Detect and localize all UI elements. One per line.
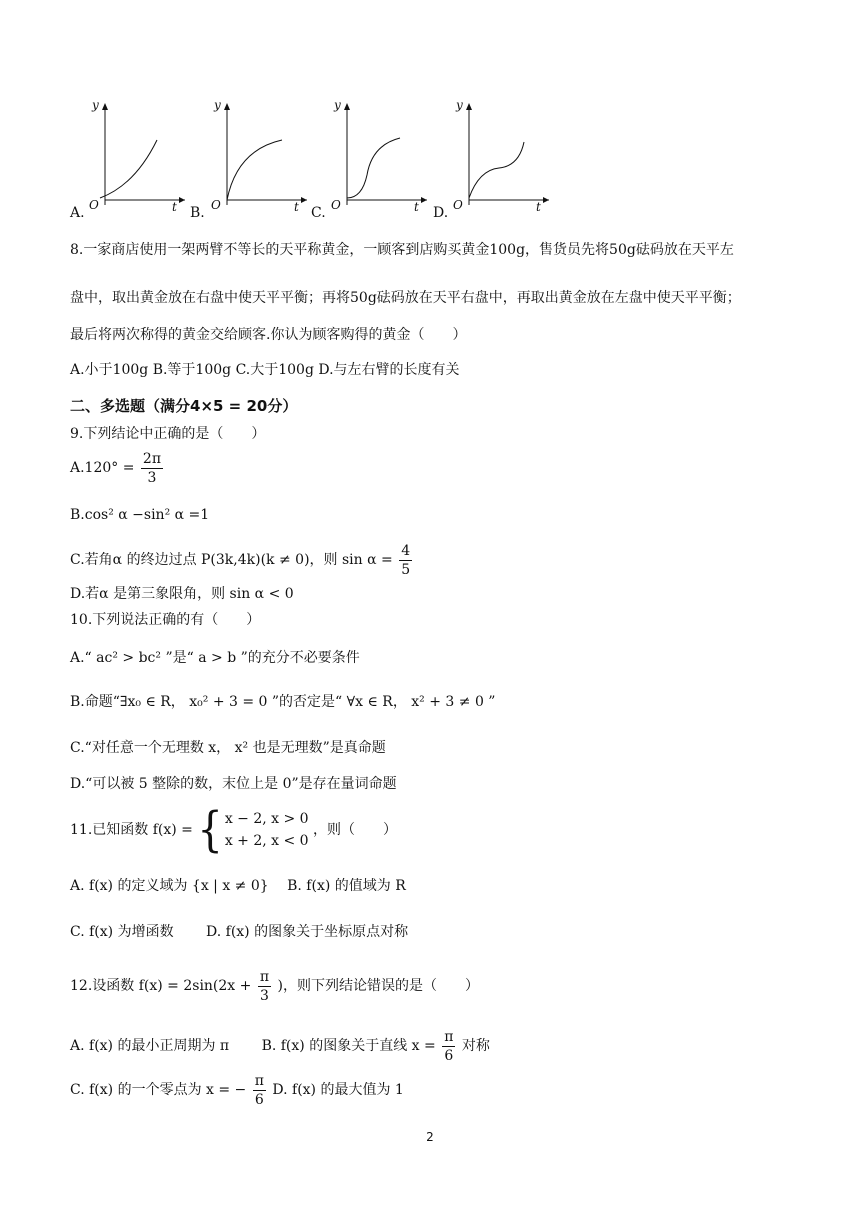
q12-stem-prefix: 12.设函数 f(x) = 2sin(2x + (70, 978, 252, 994)
q9-option-c (70, 540, 414, 580)
graph-a-y-label: y (92, 98, 99, 112)
q9-c-numerator: 4 (401, 542, 411, 559)
q11-case-2: x + 2, x < 0 (224, 833, 309, 849)
q11-cases (225, 808, 309, 852)
q8-options: A.小于100g B.等于100g C.大于100g D.与左右臂的长度有关 (70, 362, 460, 378)
q12-c-denominator: 6 (254, 1091, 264, 1108)
q12-stem-numerator: π (259, 968, 270, 985)
q12-option-b-suffix: 对称 (461, 1038, 490, 1054)
q8-line-2: 盘中，取出黄金放在右盘中使天平平衡；再将50g砝码放在天平右盘中，再取出黄金放在左盘中使天平平衡； (70, 290, 741, 306)
q11-stem-suffix: ，则（ ） (313, 822, 398, 838)
q11-stem (70, 802, 398, 858)
q11-options-cd: C. f(x) 为增函数 D. f(x) 的图象关于坐标原点对称 (70, 924, 409, 940)
q10-option-a: A.“ ac² > bc² ”是“ a > b ”的充分不必要条件 (70, 650, 360, 666)
q9-stem: 9.下列结论中正确的是（ ） (70, 426, 266, 442)
q12-stem-denominator: 3 (259, 987, 269, 1004)
graph-a-t-label: t (172, 200, 177, 214)
q8-line-1: 8.一家商店使用一架两臂不等长的天平称黄金，一顾客到店购买黄金100g，售货员先将50g砝码放在天平左 (70, 242, 734, 258)
q10-option-b: B.命题“∃x₀ ∈ R， x₀² + 3 = 0 ”的否定是“ ∀x ∈ R， x² + 3 ≠ 0 ” (70, 694, 496, 710)
q12-options-cd (70, 1070, 404, 1110)
q9-option-c-fraction (399, 542, 412, 579)
q12-stem (70, 964, 479, 1008)
graph-d-origin-label: O (453, 198, 463, 212)
q12-b-numerator: π (444, 1028, 454, 1045)
q11-brace: { (197, 802, 223, 858)
graph-b-t-label: t (294, 200, 299, 214)
graph-c-t-label: t (414, 200, 419, 214)
q9-option-c-text: C.若角α 的终边过点 P(3k,4k)(k ≠ 0)，则 sin α = (70, 552, 393, 568)
q12-options-ab (70, 1026, 490, 1066)
q12-b-denominator: 6 (444, 1047, 454, 1064)
q10-option-d: D.“可以被 5 整除的数，末位上是 0”是存在量词命题 (70, 776, 397, 792)
q12-stem-suffix: )，则下列结论错误的是（ ） (277, 978, 479, 994)
q9-option-b: B.cos² α −sin² α =1 (70, 507, 210, 523)
q10-option-c: C.“对任意一个无理数 x， x² 也是无理数”是真命题 (70, 740, 386, 756)
q9-a-denominator: 3 (147, 469, 157, 486)
graph-d-t-label: t (536, 200, 541, 214)
q9-a-numerator: 2π (142, 450, 162, 467)
q9-option-a-text: A.120° = (70, 460, 135, 476)
graph-option-d-label: D. (433, 205, 449, 221)
q9-option-a-fraction (141, 450, 163, 487)
graph-a-origin-label: O (89, 198, 99, 212)
q9-option-d: D.若α 是第三象限角，则 sin α < 0 (70, 586, 294, 602)
q11-options-ab: A. f(x) 的定义域为 {x | x ≠ 0} B. f(x) 的值域为 R (70, 878, 406, 894)
q10-stem: 10.下列说法正确的有（ ） (70, 612, 261, 628)
page-number: 2 (426, 1130, 434, 1144)
graph-b-y-label: y (214, 98, 221, 112)
graph-b-origin-label: O (211, 198, 221, 212)
q12-option-b-fraction (442, 1028, 455, 1065)
q12-option-d-text: D. f(x) 的最大值为 1 (272, 1082, 404, 1098)
graph-option-b-label: B. (190, 205, 205, 221)
q9-c-denominator: 5 (401, 561, 411, 578)
q12-option-c-fraction (253, 1072, 266, 1109)
q12-c-numerator: π (254, 1072, 264, 1089)
q11-piecewise (197, 802, 309, 858)
q9-option-a (70, 448, 165, 488)
q12-option-c-text: C. f(x) 的一个零点为 x = − (70, 1082, 247, 1098)
graph-c-y-label: y (334, 98, 341, 112)
graph-c-origin-label: O (331, 198, 341, 212)
graph-option-c-label: C. (311, 205, 326, 221)
q11-case-1: x − 2, x > 0 (224, 811, 309, 827)
q12-stem-fraction (258, 968, 271, 1005)
graph-option-a-label: A. (70, 205, 85, 221)
q11-stem-prefix: 11.已知函数 f(x) = (70, 822, 193, 838)
q12-option-a-text: A. f(x) 的最小正周期为 π B. f(x) 的图象关于直线 x = (70, 1038, 436, 1054)
section-2-title: 二、多选题（满分4×5 = 20分） (70, 397, 298, 415)
q8-line-3: 最后将两次称得的黄金交给顾客.你认为顾客购得的黄金（ ） (70, 327, 467, 343)
graph-d-y-label: y (456, 98, 463, 112)
